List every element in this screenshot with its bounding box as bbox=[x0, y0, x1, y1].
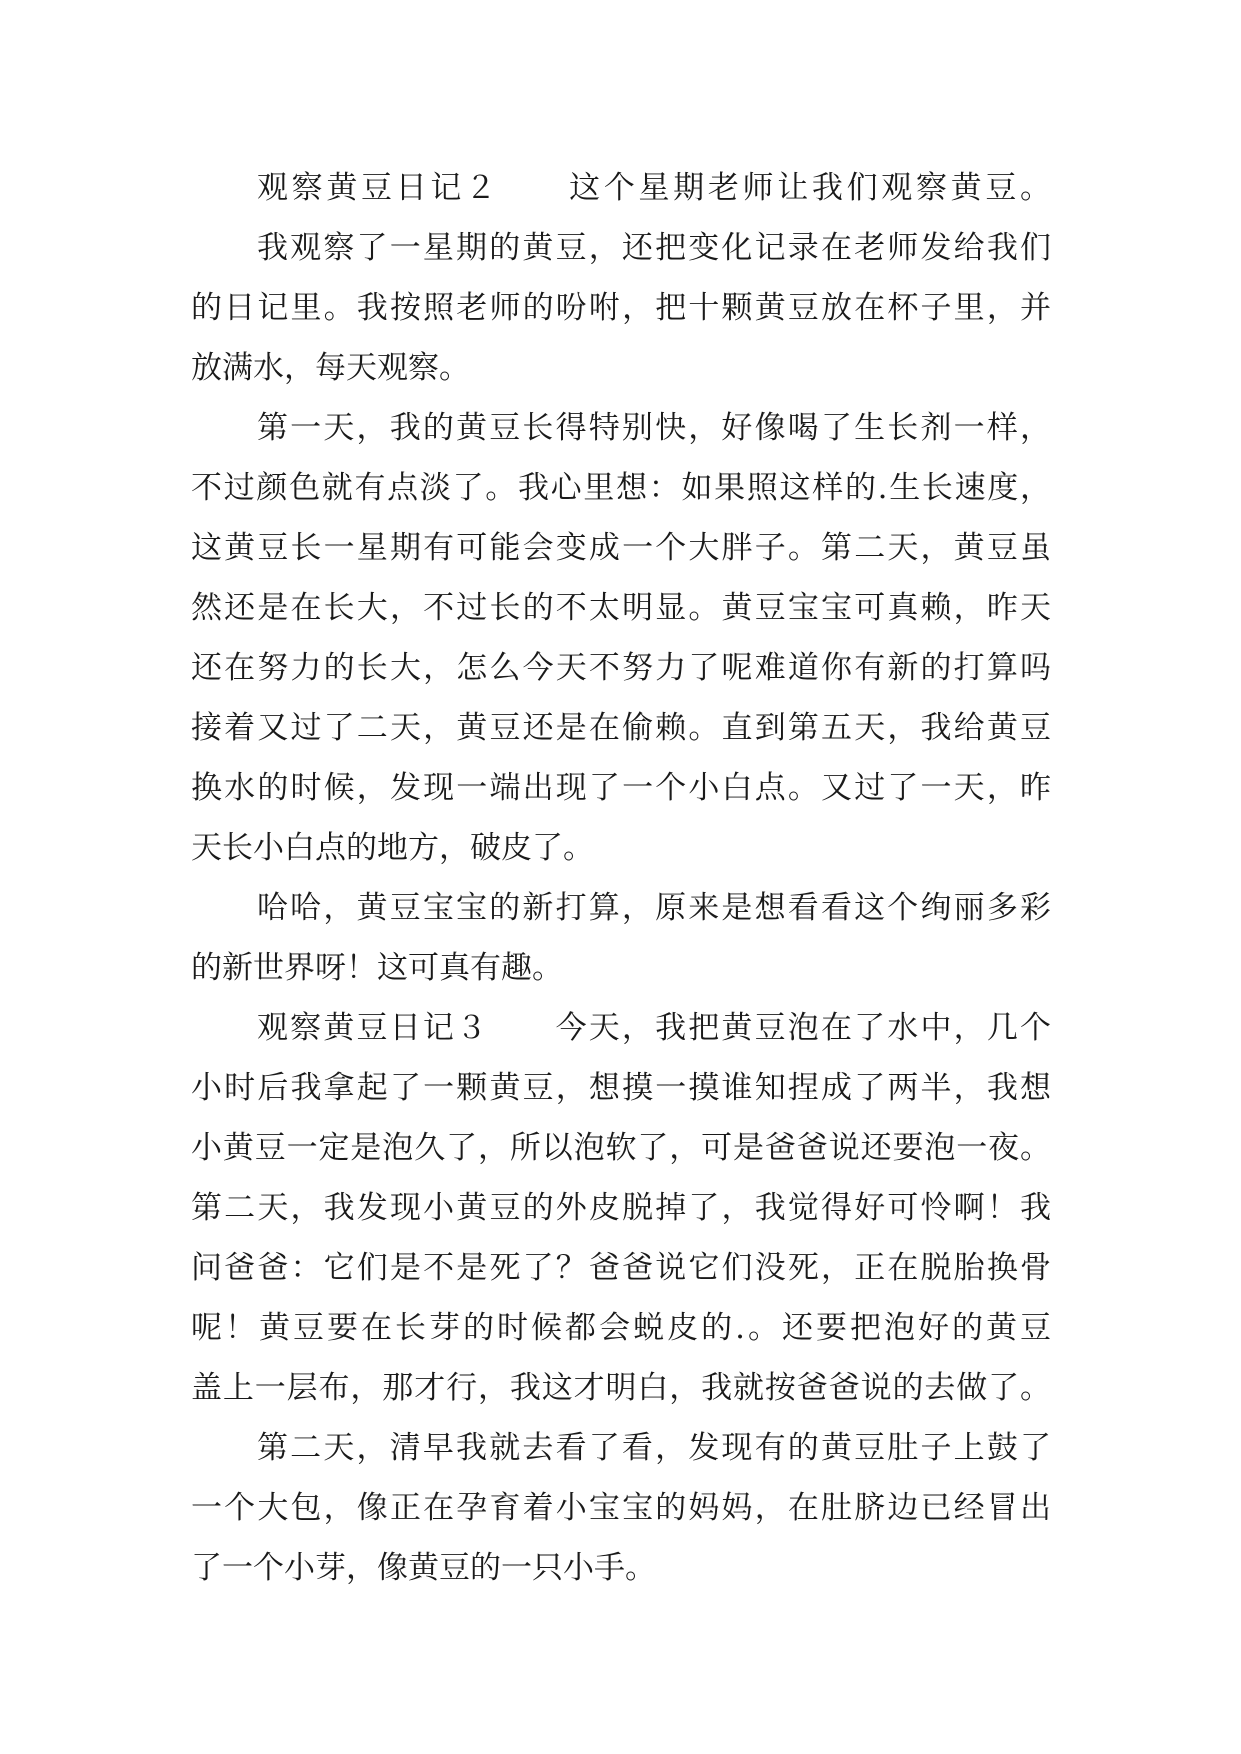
text-line: 的日记里。我按照老师的吩咐，把十颗黄豆放在杯子里，并 bbox=[191, 290, 1051, 326]
text-line: 哈哈，黄豆宝宝的新打算，原来是想看看这个绚丽多彩 bbox=[257, 890, 1051, 926]
text-line: 盖上一层布，那才行，我这才明白，我就按爸爸说的去做了。 bbox=[191, 1370, 1051, 1406]
text-line: 不过颜色就有点淡了。我心里想：如果照这样的.生长速度， bbox=[191, 470, 1051, 506]
text-line: 观察黄豆日记２ 这个星期老师让我们观察黄豆。 bbox=[257, 170, 1051, 206]
text-line: 问爸爸：它们是不是死了？爸爸说它们没死，正在脱胎换骨 bbox=[191, 1250, 1051, 1286]
text-line: 然还是在长大，不过长的不太明显。黄豆宝宝可真赖，昨天 bbox=[191, 590, 1051, 626]
text-line: 一个大包，像正在孕育着小宝宝的妈妈，在肚脐边已经冒出 bbox=[191, 1490, 1051, 1526]
text-line: 这黄豆长一星期有可能会变成一个大胖子。第二天，黄豆虽 bbox=[191, 530, 1051, 566]
text-line: 观察黄豆日记３ 今天，我把黄豆泡在了水中，几个 bbox=[257, 1010, 1051, 1046]
text-line: 第二天，我发现小黄豆的外皮脱掉了，我觉得好可怜啊！我 bbox=[191, 1190, 1051, 1226]
text-line: 接着又过了二天，黄豆还是在偷赖。直到第五天，我给黄豆 bbox=[191, 710, 1051, 746]
text-line: 第一天，我的黄豆长得特别快，好像喝了生长剂一样， bbox=[257, 410, 1051, 446]
text-line: 放满水，每天观察。 bbox=[191, 350, 470, 386]
text-line: 换水的时候，发现一端出现了一个小白点。又过了一天，昨 bbox=[191, 770, 1051, 806]
text-line: 第二天，清早我就去看了看，发现有的黄豆肚子上鼓了 bbox=[257, 1430, 1051, 1466]
text-line: 小时后我拿起了一颗黄豆，想摸一摸谁知捏成了两半，我想 bbox=[191, 1070, 1051, 1106]
text-line: 的新世界呀！这可真有趣。 bbox=[191, 950, 563, 986]
document-body bbox=[191, 158, 1051, 1598]
text-line: 小黄豆一定是泡久了，所以泡软了，可是爸爸说还要泡一夜。 bbox=[191, 1130, 1051, 1166]
text-line: 天长小白点的地方，破皮了。 bbox=[191, 830, 594, 866]
text-line: 呢！黄豆要在长芽的时候都会蜕皮的.。还要把泡好的黄豆 bbox=[191, 1310, 1051, 1346]
text-line: 还在努力的长大，怎么今天不努力了呢难道你有新的打算吗 bbox=[191, 650, 1051, 686]
text-line: 我观察了一星期的黄豆，还把变化记录在老师发给我们 bbox=[257, 230, 1051, 266]
text-line: 了一个小芽，像黄豆的一只小手。 bbox=[191, 1550, 656, 1586]
